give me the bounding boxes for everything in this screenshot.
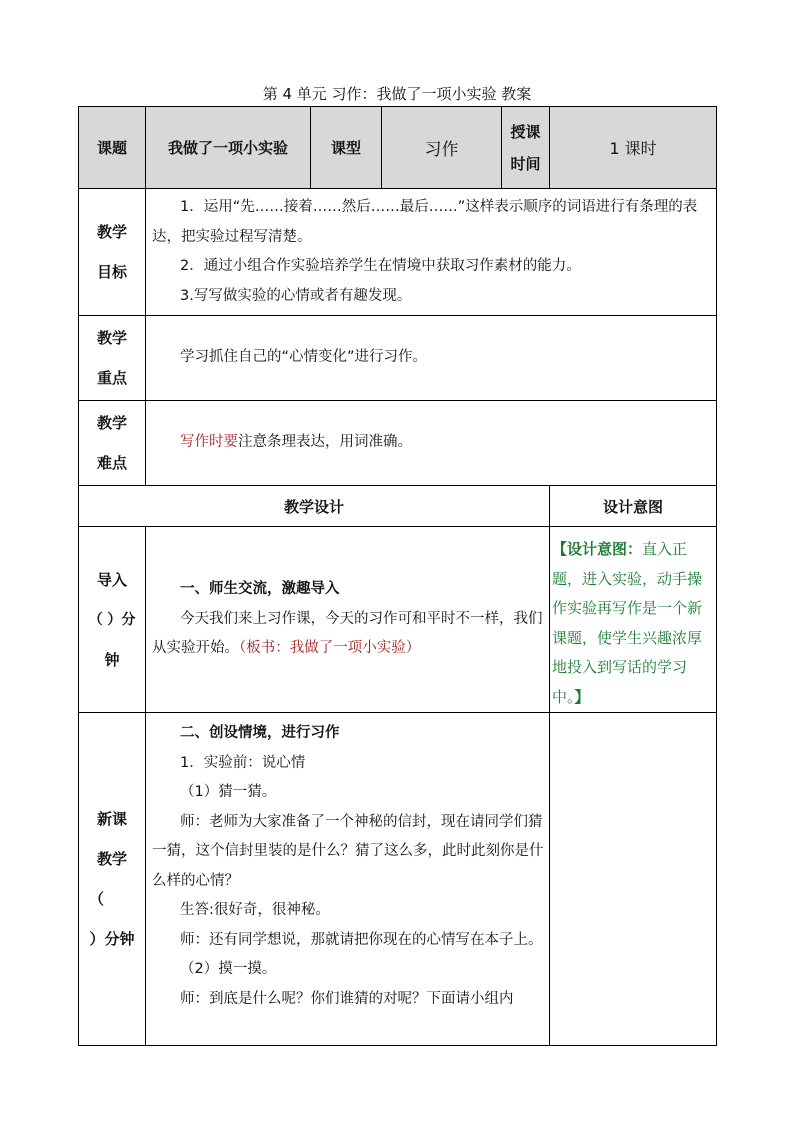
new-lesson-label — [79, 713, 146, 1046]
intro-intent-close: 】 — [574, 687, 590, 706]
goal-2: 2．通过小组合作实验培养学生在情境中获取习作素材的能力。 — [180, 258, 581, 274]
new-lesson-heading: 二、创设情境，进行习作 — [180, 725, 340, 741]
focus-label-line-2: 重点 — [96, 369, 127, 387]
new-lesson-label-line-2: 教学 — [96, 850, 127, 868]
goals-label-line-2: 目标 — [96, 263, 127, 281]
document-title: 第 4 单元 习作：我做了一项小实验 教案 — [262, 85, 532, 103]
intro-intent-text: 直入正题，进入实验，动手操作实验再写作是一个新课题，使学生兴趣浓厚地投入到写话的学习中。 — [552, 540, 703, 706]
focus-label-line-1: 教学 — [96, 329, 127, 347]
goals-row — [79, 189, 717, 316]
design-header-row — [79, 486, 717, 527]
new-lesson-teacher-1: 师：老师为大家准备了一个神秘的信封，现在请同学们猜一猜，这个信封里装的是什么？猜了这么多，此时此刻你是什么样的心情？ — [152, 813, 544, 889]
new-lesson-sub-1: （1）猜一猜。 — [180, 784, 277, 800]
intro-label-line-3: 钟 — [104, 650, 120, 669]
intro-content — [146, 527, 550, 713]
time-label — [502, 107, 550, 189]
difficulty-label-line-1: 教学 — [96, 414, 127, 432]
goal-1: 1．运用“先……接着……然后……最后……”这样表示顺序的词语进行有条理的表达，把实验过程写清楚。 — [152, 199, 698, 245]
difficulty-label-line-2: 难点 — [96, 454, 127, 472]
intro-board-note: （板书：我做了一项小实验） — [239, 640, 421, 657]
intro-text-main: 今天我们来上习作课，今天的习作可和平时不一样，我们从实验开始。 — [152, 610, 543, 657]
intro-intent — [550, 527, 717, 713]
topic-value: 我做了一项小实验 — [146, 107, 311, 189]
type-label: 课型 — [311, 107, 382, 189]
new-lesson-teacher-2: 师：还有同学想说，那就请把你现在的心情写在本子上。 — [180, 931, 543, 948]
new-lesson-student-1: 生答:很好奇，很神秘。 — [180, 902, 330, 918]
intro-text — [152, 605, 545, 664]
new-lesson-label-line-3: （ — [89, 890, 105, 908]
difficulty-row — [79, 401, 717, 486]
difficulty-text-highlight: 写作时要 — [180, 434, 238, 451]
difficulty-content — [146, 401, 717, 486]
time-label-line-1: 授课 — [510, 122, 541, 141]
new-lesson-teacher-3: 师：到底是什么呢？你们谁猜的对呢？下面请小组内 — [180, 990, 514, 1007]
intro-label — [79, 527, 146, 713]
new-lesson-label-line-1: 新课 — [96, 810, 127, 828]
design-header: 教学设计 — [79, 486, 550, 527]
intent-header: 设计意图 — [550, 486, 717, 527]
goals-label-line-1: 教学 — [96, 223, 127, 241]
intro-row — [79, 527, 717, 713]
lesson-plan-table — [78, 106, 717, 1046]
intro-intent-label: 【设计意图： — [552, 540, 643, 558]
time-value: 1 课时 — [550, 107, 717, 189]
difficulty-text — [152, 428, 712, 458]
new-lesson-label-line-4: ）分钟 — [89, 930, 135, 948]
type-value: 习作 — [382, 107, 502, 189]
goals-content — [146, 189, 717, 316]
difficulty-label — [79, 401, 146, 486]
time-label-line-2: 时间 — [510, 154, 541, 173]
new-lesson-row — [79, 713, 717, 1046]
new-lesson-step-1: 1．实验前：说心情 — [180, 754, 306, 771]
focus-label — [79, 316, 146, 401]
goals-label — [79, 189, 146, 316]
difficulty-text-rest: 注意条理表达，用词准确。 — [238, 434, 412, 451]
new-lesson-content — [146, 713, 550, 1046]
intro-label-line-2: （ ）分 — [88, 611, 136, 628]
topic-label: 课题 — [79, 107, 146, 189]
intro-label-line-1: 导入 — [96, 570, 127, 589]
header-row — [79, 107, 717, 189]
new-lesson-intent — [550, 713, 717, 1046]
focus-text: 学习抓住自己的“心情变化”进行习作。 — [180, 349, 428, 366]
new-lesson-sub-2: （2）摸一摸。 — [180, 961, 277, 977]
focus-row — [79, 316, 717, 401]
intro-heading: 一、师生交流，激趣导入 — [180, 581, 340, 598]
goal-3: 3.写写做实验的心情或者有趣发现。 — [180, 287, 412, 304]
focus-content — [146, 316, 717, 401]
